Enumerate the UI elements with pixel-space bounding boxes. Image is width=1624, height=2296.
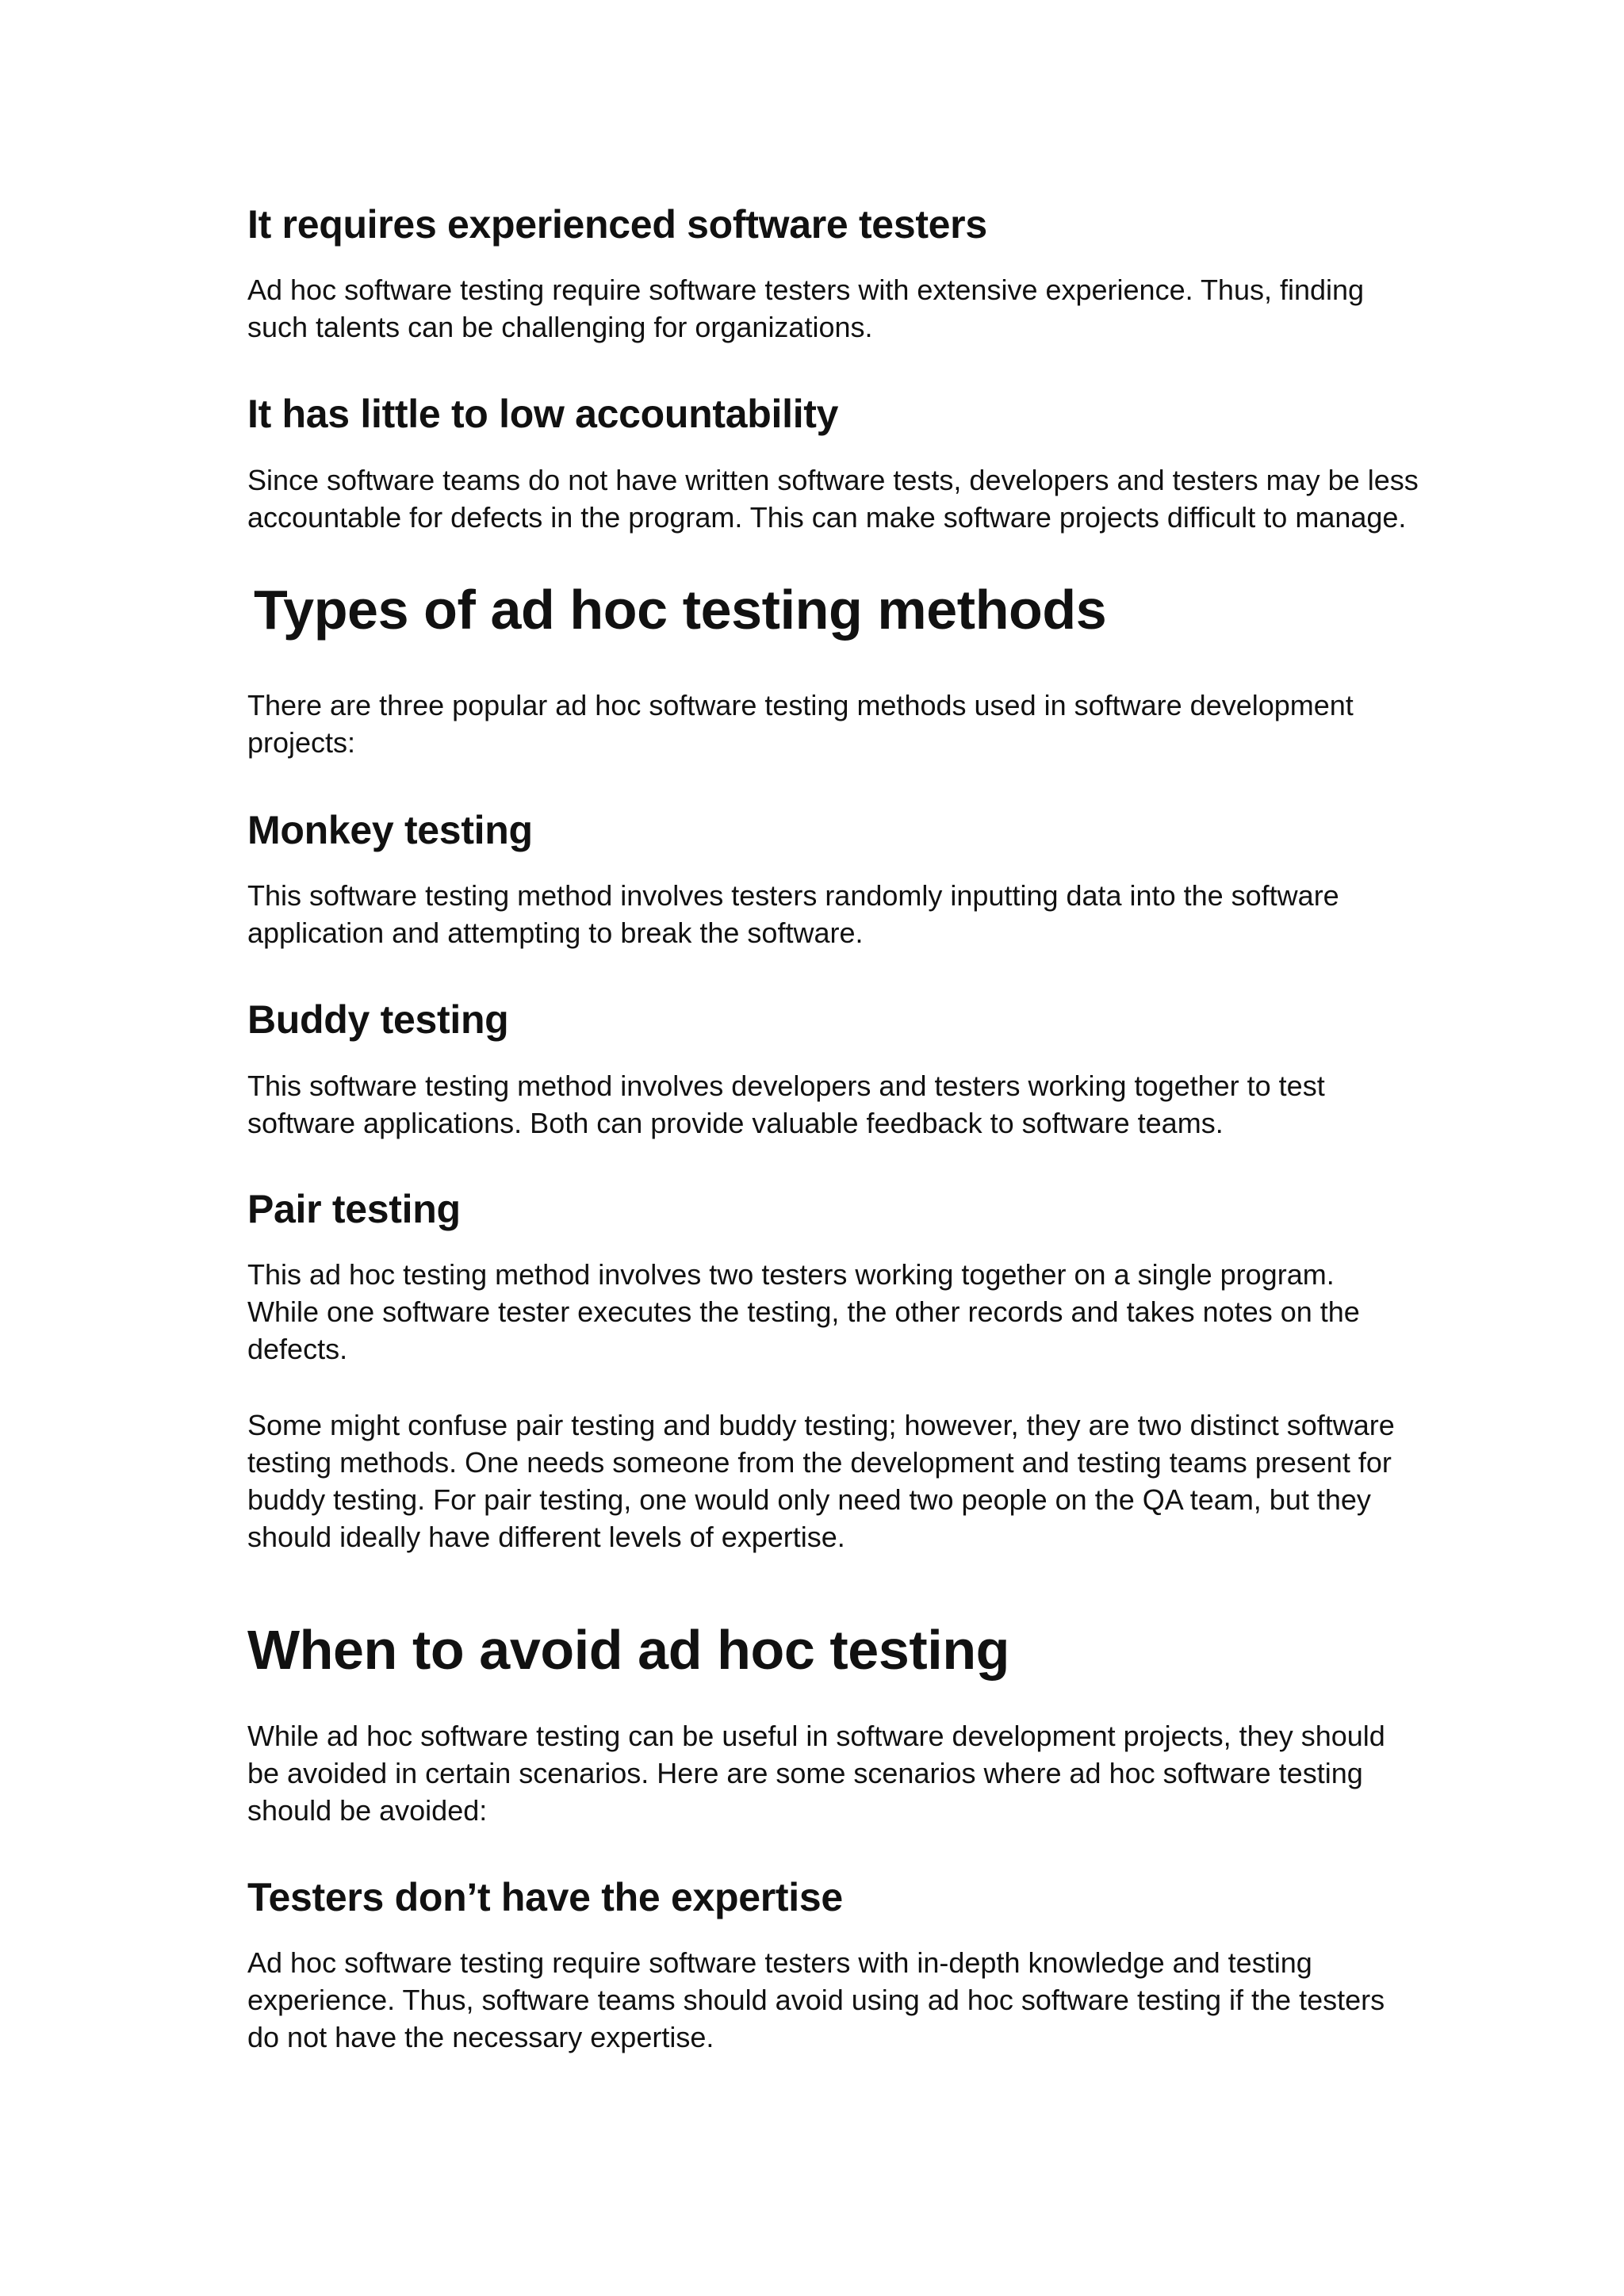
- heading-buddy-testing: Buddy testing: [247, 997, 509, 1042]
- text-line: projects:: [247, 726, 356, 759]
- text-line: testing methods. One needs someone from the development and testing teams present for: [247, 1446, 1392, 1479]
- text-line: software applications. Both can provide valuable feedback to software teams.: [247, 1107, 1224, 1139]
- paragraph-accountability: [247, 461, 1419, 536]
- text-line: should be avoided:: [247, 1794, 488, 1827]
- heading-testers-expertise: Testers don’t have the expertise: [247, 1875, 843, 1919]
- text-line: This ad hoc testing method involves two testers working together on a single program.: [247, 1258, 1335, 1291]
- text-line: such talents can be challenging for organizations.: [247, 311, 873, 343]
- paragraph-buddy-testing: [247, 1067, 1397, 1142]
- text-line: This software testing method involves testers randomly inputting data into the software: [247, 879, 1339, 912]
- text-line: While one software tester executes the testing, the other records and takes notes on the: [247, 1295, 1360, 1328]
- paragraph-monkey-testing: [247, 877, 1397, 951]
- text-line: do not have the necessary expertise.: [247, 2021, 714, 2053]
- text-line: This software testing method involves developers and testers working together to test: [247, 1070, 1325, 1102]
- paragraph-pair-vs-buddy: [247, 1406, 1397, 1556]
- heading-pair-testing: Pair testing: [247, 1187, 461, 1231]
- text-line: experience. Thus, software teams should avoid using ad hoc software testing if the testers: [247, 1984, 1385, 2016]
- text-line: While ad hoc software testing can be useful in software development projects, they should: [247, 1720, 1385, 1752]
- text-line: buddy testing. For pair testing, one would only need two people on the QA team, but they: [247, 1483, 1371, 1516]
- text-line: Since software teams do not have written software tests, developers and testers may be less: [247, 464, 1419, 496]
- heading-when-to-avoid: When to avoid ad hoc testing: [247, 1619, 1010, 1681]
- text-line: application and attempting to break the software.: [247, 916, 864, 949]
- text-line: be avoided in certain scenarios. Here are some scenarios where ad hoc software testing: [247, 1757, 1363, 1789]
- heading-accountability: It has little to low accountability: [247, 392, 839, 436]
- paragraph-types-intro: [247, 687, 1397, 761]
- paragraph-pair-testing: [247, 1256, 1397, 1368]
- heading-types-of-methods: Types of ad hoc testing methods: [254, 579, 1107, 641]
- text-line: Some might confuse pair testing and buddy testing; however, they are two distinct software: [247, 1409, 1395, 1441]
- text-line: There are three popular ad hoc software testing methods used in software development: [247, 689, 1354, 721]
- paragraph-testers-expertise: [247, 1944, 1397, 2056]
- text-line: Ad hoc software testing require software testers with extensive experience. Thus, finding: [247, 274, 1365, 306]
- paragraph-experienced-testers: [247, 271, 1397, 346]
- heading-monkey-testing: Monkey testing: [247, 808, 533, 852]
- heading-experienced-testers: It requires experienced software testers: [247, 202, 987, 247]
- paragraph-avoid-intro: [247, 1717, 1397, 1829]
- text-line: Ad hoc software testing require software testers with in-depth knowledge and testing: [247, 1946, 1312, 1979]
- text-line: accountable for defects in the program. This can make software projects difficult to manage.: [247, 501, 1407, 534]
- text-line: defects.: [247, 1333, 348, 1365]
- text-line: should ideally have different levels of expertise.: [247, 1521, 845, 1553]
